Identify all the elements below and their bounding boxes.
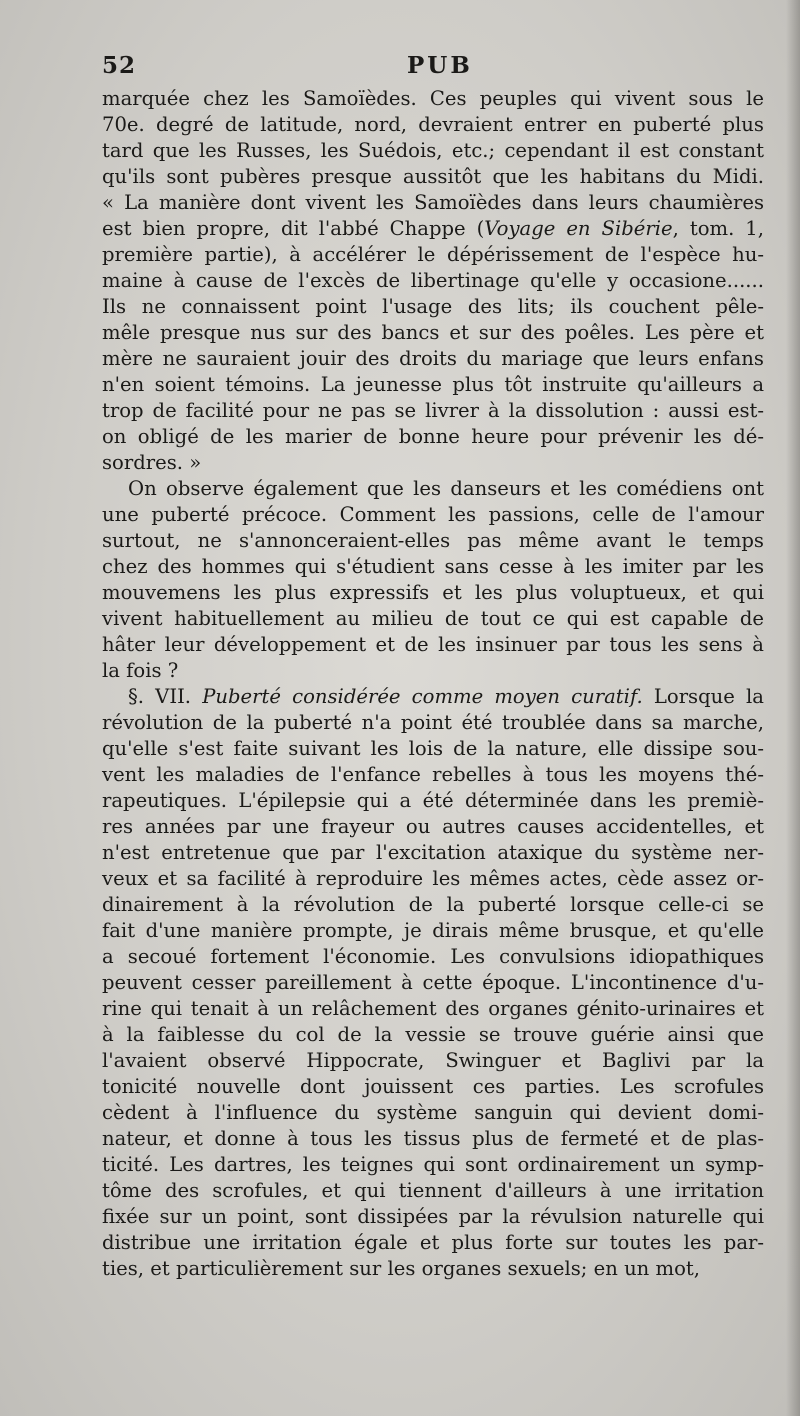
page-number: 52 [102, 52, 137, 79]
text-line: surtout, ne s'annonceraient-elles pas même avant le temps [102, 529, 764, 552]
text-line: « La manière dont vivent les Samoïèdes dans leurs chaumières [102, 191, 764, 214]
text-line: veux et sa facilité à reproduire les mêmes actes, cède assez or- [102, 867, 764, 890]
text-line: une puberté précoce. Comment les passions, celle de l'amour [102, 503, 764, 526]
text-line: qu'elle s'est faite suivant les lois de la nature, elle dissipe sou- [102, 737, 764, 760]
text-line: trop de facilité pour ne pas se livrer à la dissolution : aussi est- [102, 399, 764, 422]
text-line: ticité. Les dartres, les teignes qui sont ordinairement un symp- [102, 1153, 764, 1176]
page-header [102, 52, 764, 86]
text-line: qu'ils sont pubères presque aussitôt que les habitans du Midi. [102, 165, 764, 188]
running-head: PUB [407, 52, 473, 79]
text-line: tôme des scrofules, et qui tiennent d'ailleurs à une irritation [102, 1179, 764, 1202]
text-line: vent les maladies de l'enfance rebelles à tous les moyens thé- [102, 763, 764, 786]
text-line: rapeutiques. L'épilepsie qui a été déterminée dans les premiè- [102, 789, 764, 812]
text-line: Ils ne connaissent point l'usage des lits; ils couchent pêle- [102, 295, 764, 318]
text-line: n'est entretenue que par l'excitation ataxique du système ner- [102, 841, 764, 864]
text-line: sordres. » [102, 451, 202, 474]
text-line: maine à cause de l'excès de libertinage qu'elle y occasione...... [102, 269, 764, 292]
italic-book-title: Voyage en Sibérie [484, 217, 673, 240]
text-line: tard que les Russes, les Suédois, etc.; cependant il est constant [102, 139, 764, 162]
text-line: l'avaient observé Hippocrate, Swinguer et Baglivi par la [102, 1049, 764, 1072]
section-heading-line: §. VII. Puberté considérée comme moyen curatif. Lorsque la [128, 685, 764, 708]
text-line: dinairement à la révolution de la puberté lorsque celle-ci se [102, 893, 764, 916]
text-line: vivent habituellement au milieu de tout ce qui est capable de [102, 607, 764, 630]
text-line-with-italic: est bien propre, dit l'abbé Chappe (Voyage en Sibérie, tom. 1, [102, 217, 765, 240]
italic-section-title: Puberté considérée comme moyen curatif. [202, 685, 643, 708]
text-line: la fois ? [102, 659, 179, 682]
text-line: on obligé de les marier de bonne heure pour prévenir les dé- [102, 425, 764, 448]
text-line: mêle presque nus sur des bancs et sur des poêles. Les père et [102, 321, 764, 344]
text-line: res années par une frayeur ou autres causes accidentelles, et [102, 815, 764, 838]
text-line: première partie), à accélérer le dépérissement de l'espèce hu- [102, 243, 764, 266]
text-line: nateur, et donne à tous les tissus plus de fermeté et de plas- [102, 1127, 764, 1150]
text-line: révolution de la puberté n'a point été troublée dans sa marche, [102, 711, 764, 734]
text-line: rine qui tenait à un relâchement des organes génito-urinaires et [102, 997, 764, 1020]
text-line: tonicité nouvelle dont jouissent ces parties. Les scrofules [102, 1075, 764, 1098]
text-line: fait d'une manière prompte, je dirais même brusque, et qu'elle [102, 919, 764, 942]
text-line: mère ne sauraient jouir des droits du mariage que leurs enfans [102, 347, 764, 370]
text-line: On observe également que les danseurs et les comédiens ont [128, 477, 764, 500]
text-line: marquée chez les Samoïèdes. Ces peuples qui vivent sous le [102, 87, 764, 110]
body-text [102, 86, 764, 1282]
text-line: mouvemens les plus expressifs et les plus voluptueux, et qui [102, 581, 764, 604]
text-line: 70e. degré de latitude, nord, devraient entrer en puberté plus [102, 113, 764, 136]
text-line: à la faiblesse du col de la vessie se trouve guérie ainsi que [102, 1023, 764, 1046]
text-line: n'en soient témoins. La jeunesse plus tôt instruite qu'ailleurs a [102, 373, 764, 396]
text-line: distribue une irritation égale et plus forte sur toutes les par- [102, 1231, 764, 1254]
text-line: fixée sur un point, sont dissipées par la révulsion naturelle qui [102, 1205, 764, 1228]
text-line: ties, et particulièrement sur les organes sexuels; en un mot, [102, 1257, 701, 1280]
text-line: cèdent à l'influence du système sanguin qui devient domi- [102, 1101, 764, 1124]
text-line: chez des hommes qui s'étudient sans cesse à les imiter par les [102, 555, 764, 578]
text-line: peuvent cesser pareillement à cette époque. L'incontinence d'u- [102, 971, 764, 994]
text-line: hâter leur développement et de les insinuer par tous les sens à [102, 633, 764, 656]
text-line: a secoué fortement l'économie. Les convulsions idiopathiques [102, 945, 764, 968]
